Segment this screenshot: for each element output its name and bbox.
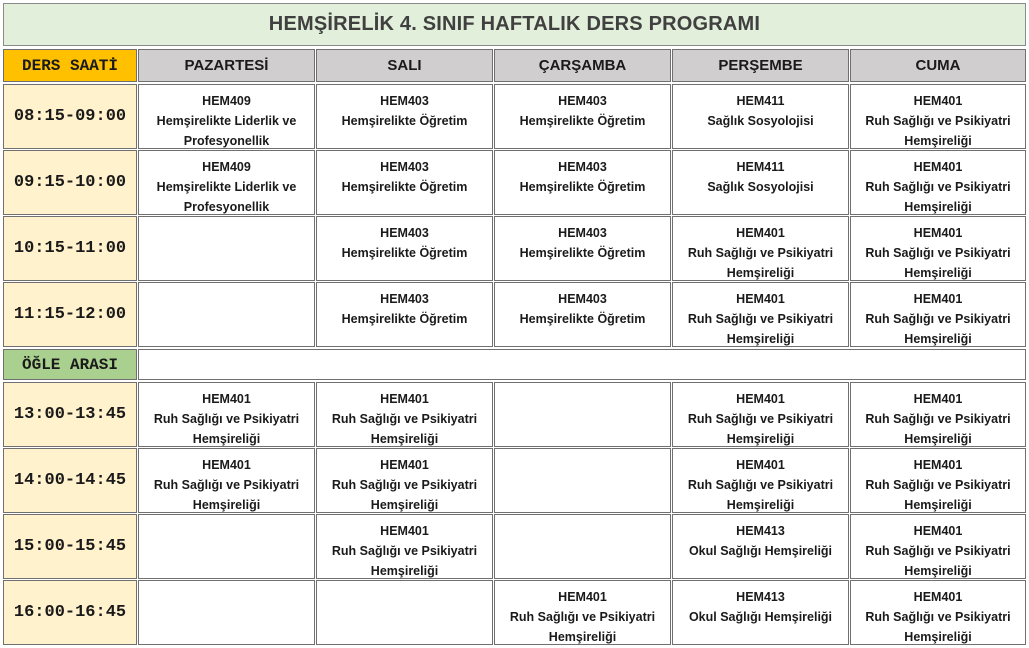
header-day: CUMA [850, 49, 1026, 82]
course-name-line: Ruh Sağlığı ve Psikiyatri [865, 544, 1011, 558]
course-code: HEM413 [736, 524, 785, 538]
course-code: HEM411 [736, 160, 785, 174]
course-name-line: Hemşireliği [904, 266, 972, 280]
course-name-line: Okul Sağlığı Hemşireliği [688, 544, 833, 558]
course-cell [494, 150, 671, 215]
course-name-line: Ruh Sağlığı ve Psikiyatri [865, 478, 1011, 492]
course-cell [672, 580, 849, 645]
course-cell [138, 580, 315, 645]
course-name-line: Ruh Sağlığı ve Psikiyatri [865, 246, 1011, 260]
course-name-line: Hemşireliği [904, 200, 972, 214]
course-name-line: Ruh Sağlığı ve Psikiyatri [153, 412, 300, 426]
course-cell [316, 448, 493, 513]
course-code: HEM403 [380, 94, 429, 108]
course-cell [316, 580, 493, 645]
course-cell [850, 150, 1026, 215]
course-cell [316, 216, 493, 281]
course-name-line: Hemşirelikte Öğretim [519, 246, 646, 260]
course-code: HEM403 [558, 292, 607, 306]
course-cell [672, 282, 849, 347]
course-cell [850, 448, 1026, 513]
course-name-line: Ruh Sağlığı ve Psikiyatri [865, 412, 1011, 426]
course-name-line: Hemşireliği [904, 432, 972, 446]
course-code: HEM401 [913, 392, 963, 406]
time-slot: 11:15-12:00 [3, 282, 137, 347]
course-name-line: Ruh Sağlığı ve Psikiyatri [865, 180, 1011, 194]
course-code: HEM403 [558, 160, 607, 174]
course-code: HEM403 [558, 226, 607, 240]
course-name-line: Hemşirelikte Öğretim [341, 114, 468, 128]
course-name-line: Ruh Sağlığı ve Psikiyatri [331, 544, 478, 558]
course-name-line: Ruh Sağlığı ve Psikiyatri [865, 312, 1011, 326]
course-cell [138, 448, 315, 513]
course-name-line: Hemşireliği [904, 630, 972, 644]
course-name-line: Hemşireliği [726, 498, 795, 512]
time-slot: 13:00-13:45 [3, 382, 137, 447]
course-name-line: Hemşirelikte Öğretim [519, 114, 646, 128]
course-code: HEM401 [913, 226, 963, 240]
time-slot: 08:15-09:00 [3, 84, 137, 149]
course-name-line: Hemşirelikte Liderlik ve [156, 180, 297, 194]
course-name-line: Okul Sağlığı Hemşireliği [688, 610, 833, 624]
time-slot: 10:15-11:00 [3, 216, 137, 281]
course-cell [316, 150, 493, 215]
course-code: HEM409 [202, 160, 251, 174]
course-cell [850, 216, 1026, 281]
time-slot: 16:00-16:45 [3, 580, 137, 645]
course-name-line: Ruh Sağlığı ve Psikiyatri [153, 478, 300, 492]
course-cell [494, 448, 671, 513]
header-day: PERŞEMBE [672, 49, 849, 82]
course-name-line: Hemşireliği [726, 266, 795, 280]
course-name-line: Ruh Sağlığı ve Psikiyatri [331, 412, 478, 426]
course-name-line: Hemşireliği [370, 564, 439, 578]
time-slot: 09:15-10:00 [3, 150, 137, 215]
course-cell [138, 514, 315, 579]
course-code: HEM411 [736, 94, 785, 108]
course-name-line: Hemşireliği [904, 134, 972, 148]
course-cell [316, 282, 493, 347]
lunch-break-label: ÖĞLE ARASI [3, 349, 137, 380]
course-code: HEM401 [202, 392, 251, 406]
course-cell [138, 150, 315, 215]
course-code: HEM401 [736, 226, 785, 240]
course-cell [138, 382, 315, 447]
course-name-line: Ruh Sağlığı ve Psikiyatri [865, 610, 1011, 624]
course-name-line: Ruh Sağlığı ve Psikiyatri [687, 478, 834, 492]
course-cell [494, 580, 671, 645]
course-cell [494, 282, 671, 347]
course-cell [672, 150, 849, 215]
course-cell [850, 282, 1026, 347]
course-cell [672, 514, 849, 579]
course-code: HEM403 [380, 226, 429, 240]
course-code: HEM401 [913, 524, 963, 538]
course-code: HEM401 [913, 458, 963, 472]
course-name-line: Hemşirelikte Öğretim [341, 246, 468, 260]
course-name-line: Hemşireliği [548, 630, 617, 644]
course-cell [850, 580, 1026, 645]
course-cell [672, 382, 849, 447]
course-cell [138, 216, 315, 281]
course-cell [672, 448, 849, 513]
course-name-line: Hemşireliği [904, 498, 972, 512]
course-code: HEM401 [202, 458, 251, 472]
course-cell [494, 382, 671, 447]
course-cell [850, 514, 1026, 579]
course-code: HEM401 [913, 160, 963, 174]
page-title: HEMŞİRELİK 4. SINIF HAFTALIK DERS PROGRAMI [3, 3, 1026, 46]
course-name-line: Sağlık Sosyolojisi [707, 180, 814, 194]
course-code: HEM401 [913, 590, 963, 604]
course-code: HEM403 [380, 292, 429, 306]
header-time-column: DERS SAATİ [3, 49, 137, 82]
course-name-line: Hemşireliği [370, 498, 439, 512]
course-name-line: Ruh Sağlığı ve Psikiyatri [687, 246, 834, 260]
course-code: HEM409 [202, 94, 251, 108]
course-name-line: Ruh Sağlığı ve Psikiyatri [331, 478, 478, 492]
course-code: HEM401 [380, 458, 429, 472]
course-name-line: Profesyonellik [183, 200, 270, 214]
course-name-line: Hemşireliği [370, 432, 439, 446]
course-code: HEM401 [736, 392, 785, 406]
time-slot: 15:00-15:45 [3, 514, 137, 579]
course-code: HEM401 [736, 292, 785, 306]
course-cell [494, 84, 671, 149]
course-name-line: Hemşireliği [904, 564, 972, 578]
course-name-line: Ruh Sağlığı ve Psikiyatri [687, 312, 834, 326]
course-name-line: Hemşireliği [192, 432, 261, 446]
course-cell [494, 216, 671, 281]
course-cell [138, 282, 315, 347]
course-code: HEM403 [558, 94, 607, 108]
course-cell [494, 514, 671, 579]
course-name-line: Hemşirelikte Liderlik ve [156, 114, 297, 128]
course-cell [316, 84, 493, 149]
course-name-line: Hemşirelikte Öğretim [519, 312, 646, 326]
time-slot: 14:00-14:45 [3, 448, 137, 513]
course-cell [850, 382, 1026, 447]
course-cell [672, 216, 849, 281]
course-code: HEM401 [736, 458, 785, 472]
course-name-line: Hemşireliği [726, 432, 795, 446]
lunch-break-row [138, 349, 1026, 380]
course-code: HEM401 [913, 94, 963, 108]
course-name-line: Sağlık Sosyolojisi [707, 114, 814, 128]
course-name-line: Hemşireliği [726, 332, 795, 346]
course-name-line: Ruh Sağlığı ve Psikiyatri [509, 610, 656, 624]
course-code: HEM401 [558, 590, 607, 604]
course-code: HEM413 [736, 590, 785, 604]
course-name-line: Hemşireliği [192, 498, 261, 512]
course-code: HEM401 [380, 524, 429, 538]
course-name-line: Hemşirelikte Öğretim [519, 180, 646, 194]
header-day: ÇARŞAMBA [494, 49, 671, 82]
course-code: HEM401 [913, 292, 963, 306]
course-name-line: Ruh Sağlığı ve Psikiyatri [865, 114, 1011, 128]
course-name-line: Profesyonellik [183, 134, 270, 148]
course-name-line: Hemşireliği [904, 332, 972, 346]
course-cell [850, 84, 1026, 149]
course-cell [316, 382, 493, 447]
course-name-line: Hemşirelikte Öğretim [341, 180, 468, 194]
course-cell [138, 84, 315, 149]
course-code: HEM403 [380, 160, 429, 174]
course-cell [672, 84, 849, 149]
course-cell [316, 514, 493, 579]
course-name-line: Ruh Sağlığı ve Psikiyatri [687, 412, 834, 426]
header-day: PAZARTESİ [138, 49, 315, 82]
course-name-line: Hemşirelikte Öğretim [341, 312, 468, 326]
course-code: HEM401 [380, 392, 429, 406]
header-day: SALI [316, 49, 493, 82]
